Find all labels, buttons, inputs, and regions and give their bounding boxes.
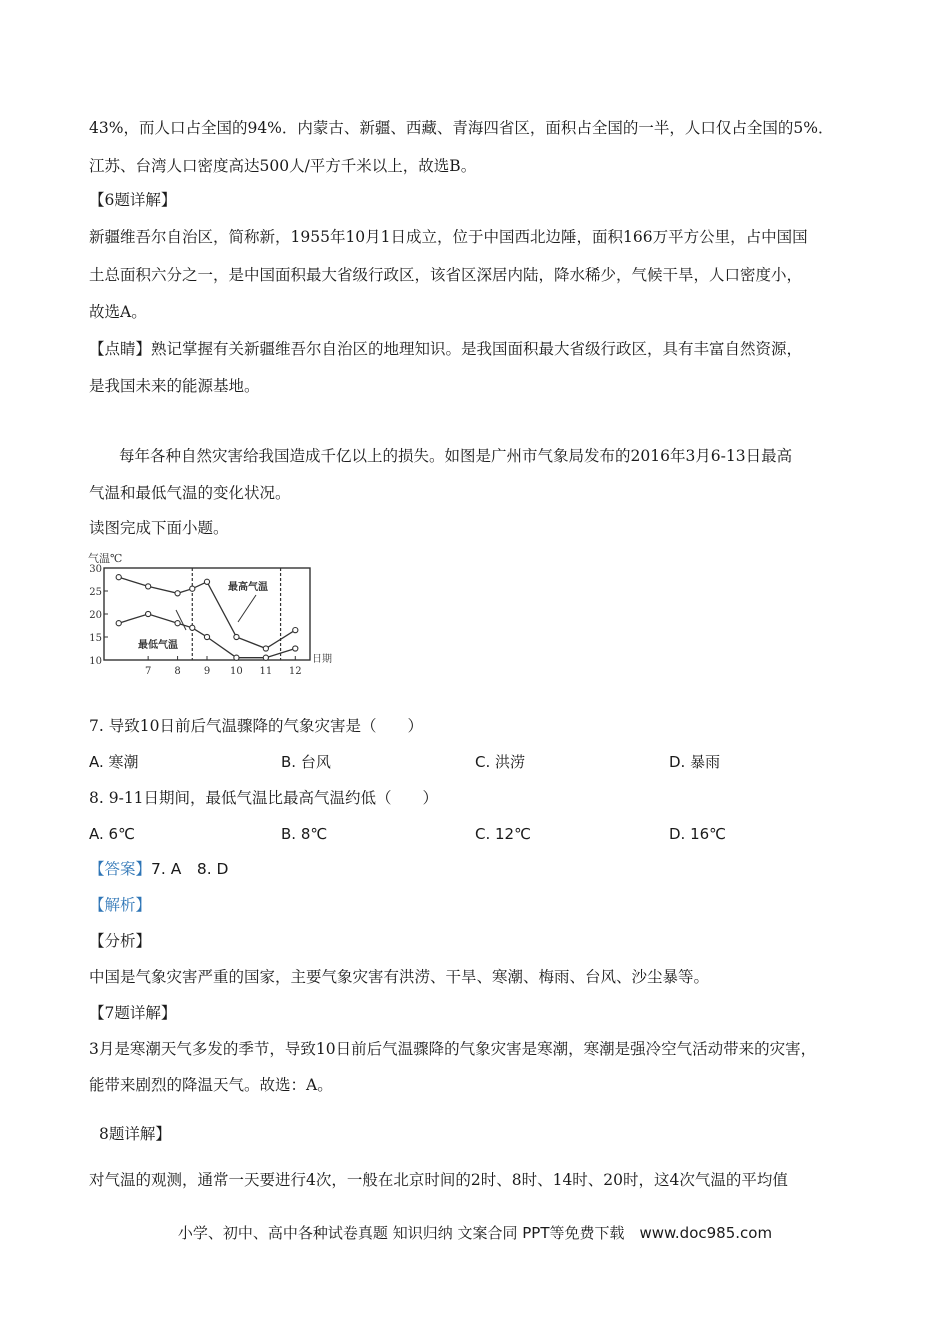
answer-tag: 【答案】	[89, 860, 152, 878]
text-line: 对气温的观测，通常一天要进行4次，一般在北京时间的2时、8时、14时、20时，这4次气温的平均值	[89, 1171, 788, 1189]
y-tick-label: 10	[89, 656, 102, 667]
data-point	[116, 575, 121, 580]
leader-line	[176, 610, 186, 630]
data-point	[175, 591, 180, 596]
x-tick-label: 10	[230, 666, 243, 677]
data-point	[146, 611, 151, 616]
text-line: 是我国未来的能源基地。	[89, 377, 260, 395]
q7-option-a: A. 寒潮	[89, 753, 139, 771]
q7-option-b: B. 台风	[281, 753, 331, 771]
q8-option-d: D. 16℃	[669, 825, 727, 843]
question-7: 7. 导致10日前后气温骤降的气象灾害是（ ）	[89, 717, 423, 735]
text-line: 能带来剧烈的降温天气。故选：A。	[89, 1076, 333, 1094]
x-tick-label: 11	[259, 666, 273, 677]
answer-line	[89, 858, 229, 880]
section-heading-q7: 【7题详解】	[89, 1004, 177, 1022]
leader-line	[238, 595, 256, 622]
q8-option-b: B. 8℃	[281, 825, 328, 843]
q7-option-d: D. 暴雨	[669, 753, 721, 771]
section-heading-fenxi: 【分析】	[89, 932, 152, 950]
y-tick-label: 15	[89, 633, 102, 644]
series-label-high: 最高气温	[228, 582, 268, 593]
footer: 小学、初中、高中各种试卷真题 知识归纳 文案合同 PPT等免费下载 www.doc985.com	[177, 1224, 773, 1242]
series-label-low: 最低气温	[138, 640, 178, 651]
data-point	[234, 634, 239, 639]
y-tick-label: 20	[89, 610, 102, 621]
text-line: 新疆维吾尔自治区，简称新，1955年10月1日成立，位于中国西北边陲，面积166万平方公里，占中国国	[89, 228, 808, 246]
x-tick-label: 7	[144, 666, 152, 677]
section-heading-q8: 8题详解】	[99, 1125, 171, 1143]
instruction: 读图完成下面小题。	[89, 519, 229, 537]
intro-line: 每年各种自然灾害给我国造成千亿以上的损失。如图是广州市气象局发布的2016年3月6-13日最高	[119, 447, 793, 465]
data-point	[190, 625, 195, 630]
data-point	[293, 646, 298, 651]
data-point	[175, 621, 180, 626]
q7-option-c: C. 洪涝	[475, 753, 526, 771]
text-line: 中国是气象灾害严重的国家，主要气象灾害有洪涝、干旱、寒潮、梅雨、台风、沙尘暴等。	[89, 968, 710, 986]
intro-line: 气温和最低气温的变化状况。	[89, 484, 291, 502]
data-point	[190, 586, 195, 591]
q8-option-c: C. 12℃	[475, 825, 531, 843]
text-line: 43%，而人口占全国的94%．内蒙古、新疆、西藏、青海四省区，面积占全国的一半，人口仅占全国的5%．	[89, 119, 834, 137]
data-point	[263, 655, 268, 660]
data-point	[116, 621, 121, 626]
y-tick-label: 30	[89, 564, 102, 575]
x-tick-label: 9	[203, 666, 211, 677]
text-line: 3月是寒潮天气多发的季节，导致10日前后气温骤降的气象灾害是寒潮，寒潮是强冷空气活动带来的灾害，	[89, 1040, 817, 1058]
analysis-tag: 【解析】	[89, 896, 152, 914]
text-line: 【点睛】熟记掌握有关新疆维吾尔自治区的地理知识。是我国面积最大省级行政区，具有丰富自然资源，	[89, 340, 803, 358]
data-point	[263, 646, 268, 651]
x-axis-label: 日期	[312, 654, 332, 665]
data-point	[146, 584, 151, 589]
x-tick-label: 12	[288, 666, 302, 677]
q8-option-a: A. 6℃	[89, 825, 135, 843]
data-point	[234, 655, 239, 660]
section-heading-q6: 【6题详解】	[89, 191, 177, 209]
y-axis-label: 气温℃	[88, 552, 123, 565]
data-point	[204, 579, 209, 584]
temperature-chart	[88, 550, 332, 680]
data-point	[293, 628, 298, 633]
text-line: 故选A。	[89, 303, 147, 321]
text-line: 江苏、台湾人口密度高达500人/平方千米以上，故选B。	[89, 157, 477, 175]
y-tick-label: 25	[89, 587, 102, 598]
data-point	[204, 634, 209, 639]
text-line: 土总面积六分之一，是中国面积最大省级行政区，该省区深居内陆，降水稀少，气候干旱，人口密度小，	[89, 266, 803, 284]
answer-value: 7. A 8. D	[151, 860, 229, 878]
question-8: 8. 9-11日期间，最低气温比最高气温约低（ ）	[89, 789, 439, 807]
x-tick-label: 8	[174, 666, 181, 677]
